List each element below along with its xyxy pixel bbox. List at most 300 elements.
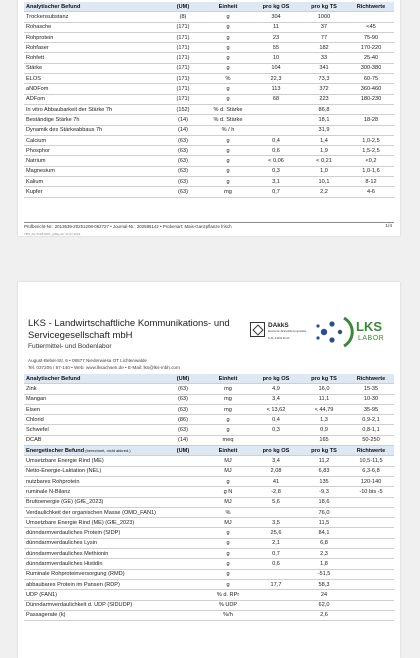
table-cell: mg <box>204 384 252 394</box>
table-cell: (63) <box>162 394 204 404</box>
table-cell: 23 <box>252 32 300 42</box>
dakks-emblem-icon <box>250 322 265 337</box>
table-cell <box>348 610 394 620</box>
table-cell: 11 <box>252 22 300 32</box>
table-cell: Kupfer <box>24 187 162 197</box>
table-cell: Rohprotein <box>24 32 162 42</box>
table-cell: dünndarmverdauliches Protein (SIDP) <box>24 528 162 538</box>
table-cell: 11,1 <box>300 394 348 404</box>
table-cell: dünndarmverdauliches Histidin <box>24 559 162 569</box>
table-cell <box>162 487 204 497</box>
table-cell: MJ <box>204 497 252 507</box>
table-cell: Mangan <box>24 394 162 404</box>
table-row <box>24 456 394 466</box>
table-cell <box>348 497 394 507</box>
table-cell: <0,2 <box>348 156 394 166</box>
table-row <box>24 94 394 104</box>
header-cell: Richtwerte <box>348 2 394 12</box>
analysis-table-page-1 <box>24 2 394 198</box>
table-row <box>24 166 394 176</box>
table-row <box>24 559 394 569</box>
table-cell: Kalium <box>24 177 162 187</box>
header-cell: Richtwerte <box>348 374 394 384</box>
table-cell <box>252 590 300 600</box>
table-cell: g <box>204 146 252 156</box>
table-cell: g <box>204 166 252 176</box>
table-cell: Stärke <box>24 63 162 73</box>
table-row <box>24 84 394 94</box>
table-cell: 360-460 <box>348 84 394 94</box>
table-cell: 15-35 <box>348 384 394 394</box>
table-cell: 3,4 <box>252 456 300 466</box>
table-cell: 170-220 <box>348 43 394 53</box>
table-row <box>24 74 394 84</box>
table-cell: 41 <box>252 476 300 486</box>
lks-logo-sub: LABOR <box>358 335 385 342</box>
laboratory-name: Futtermittel- und Bodenlabor <box>28 343 112 350</box>
table-cell: 1,8 <box>300 559 348 569</box>
table-cell: 6,3-6,8 <box>348 466 394 476</box>
table-row <box>24 394 394 404</box>
table-row <box>24 135 394 145</box>
table-cell <box>348 104 394 114</box>
table-cell: 135 <box>300 476 348 486</box>
table-cell: nutzbares Rohprotein <box>24 476 162 486</box>
table-cell <box>252 507 300 517</box>
table-cell: (171) <box>162 43 204 53</box>
table-cell: 104 <box>252 63 300 73</box>
table-cell: (63) <box>162 404 204 414</box>
table-cell <box>348 528 394 538</box>
table-cell: ruminale N-Bilanz <box>24 487 162 497</box>
table-cell: % <box>204 507 252 517</box>
table-cell: g <box>204 84 252 94</box>
table-row <box>24 507 394 517</box>
table-cell: 17,7 <box>252 579 300 589</box>
table-row <box>24 415 394 425</box>
table-cell: Natrium <box>24 156 162 166</box>
table-cell: (171) <box>162 84 204 94</box>
table-cell: (152) <box>162 104 204 114</box>
table-cell: 60-75 <box>348 74 394 84</box>
table-cell: 0,6 <box>252 146 300 156</box>
table-cell <box>162 497 204 507</box>
table-cell: (63) <box>162 135 204 145</box>
table-cell: 10 <box>252 53 300 63</box>
table-cell: 1,0 <box>300 166 348 176</box>
table-cell: g <box>204 63 252 73</box>
table-row <box>24 425 394 435</box>
table-cell <box>162 466 204 476</box>
table-cell: (171) <box>162 63 204 73</box>
table-cell: 76,0 <box>300 507 348 517</box>
header-cell: pro kg OS <box>252 446 300 456</box>
table-row <box>24 435 394 445</box>
table-cell: 120-140 <box>348 476 394 486</box>
table-cell: 50-250 <box>348 435 394 445</box>
table-cell: Eisen <box>24 404 162 414</box>
table-cell: % UDP <box>204 600 252 610</box>
table-cell: 84,1 <box>300 528 348 538</box>
table-cell: (171) <box>162 74 204 84</box>
table-cell: MJ <box>204 518 252 528</box>
table-row <box>24 476 394 486</box>
table-cell: 1,4 <box>300 135 348 145</box>
table-cell: abbaubares Protein im Pansen (RDP) <box>24 579 162 589</box>
table-cell <box>162 569 204 579</box>
lks-dots-icon <box>314 314 356 350</box>
table-row <box>24 63 394 73</box>
table-cell: 1,0-2,5 <box>348 135 394 145</box>
header-cell: Analytischer Befund <box>24 374 162 384</box>
table-cell: 0,9 <box>300 425 348 435</box>
table-cell <box>348 507 394 517</box>
table-cell: 372 <box>300 84 348 94</box>
table-cell: 18-28 <box>348 115 394 125</box>
table-row <box>24 177 394 187</box>
table-cell <box>162 456 204 466</box>
table-cell: dünndarmverdauliches Lysin <box>24 538 162 548</box>
table-cell: 1,3 <box>300 415 348 425</box>
table-cell: 2,3 <box>300 549 348 559</box>
table-row <box>24 579 394 589</box>
table-cell: 182 <box>300 43 348 53</box>
table-cell: (171) <box>162 53 204 63</box>
table-cell: ADFom <box>24 94 162 104</box>
header-cell: pro kg TS <box>300 2 348 12</box>
table-row <box>24 12 394 22</box>
table-cell: g <box>204 32 252 42</box>
table-cell: 0,4 <box>252 135 300 145</box>
table-cell: 223 <box>300 94 348 104</box>
table-header-row <box>24 374 394 384</box>
table-cell: (171) <box>162 22 204 32</box>
table-cell: 0,3 <box>252 166 300 176</box>
table-cell: Bruttoenergie (GE) (GfE_2023) <box>24 497 162 507</box>
form-id-print: TBS_SV-TOM-0001_gültig ab: 21.07.2023 <box>24 232 81 236</box>
table-cell: 11,5 <box>300 518 348 528</box>
table-cell <box>348 538 394 548</box>
table-cell: < 0,21 <box>300 156 348 166</box>
table-cell: 0,9-2,1 <box>348 415 394 425</box>
table-cell: 8-12 <box>348 177 394 187</box>
table-row <box>24 125 394 135</box>
table-cell: 68 <box>252 94 300 104</box>
table-cell: Dünndarmverdaulichkeit d. UDP (SIDUDP) <box>24 600 162 610</box>
table-cell: 180-230 <box>348 94 394 104</box>
table-cell: 0,3 <box>252 425 300 435</box>
header-cell: pro kg OS <box>252 374 300 384</box>
table-cell: 341 <box>300 63 348 73</box>
table-cell: 37 <box>300 22 348 32</box>
table-cell <box>252 125 300 135</box>
table-cell <box>252 115 300 125</box>
table-cell: 75-90 <box>348 32 394 42</box>
page-number: 1/4 <box>385 224 392 229</box>
table-cell: aNDFom <box>24 84 162 94</box>
header-cell: pro kg OS <box>252 2 300 12</box>
table-cell: 0,6 <box>252 559 300 569</box>
table-cell: Ruminale Rohproteinversorgung (RMD) <box>24 569 162 579</box>
table-cell: 1,9 <box>300 146 348 156</box>
table-cell: %/h <box>204 610 252 620</box>
table-cell: 2,1 <box>252 538 300 548</box>
dakks-accreditation-logo <box>250 322 312 342</box>
table-cell: 1,0-1,6 <box>348 166 394 176</box>
table-cell <box>348 569 394 579</box>
table-cell: (63) <box>162 187 204 197</box>
table-cell: % <box>204 74 252 84</box>
lks-logo-name: LKS <box>356 319 382 334</box>
table-cell: 25-40 <box>348 53 394 63</box>
table-cell: Magnesium <box>24 166 162 176</box>
table-cell: 6,83 <box>300 466 348 476</box>
table-cell: 77 <box>300 32 348 42</box>
table-cell: g <box>204 43 252 53</box>
table-cell: 304 <box>252 12 300 22</box>
table-row <box>24 528 394 538</box>
table-cell: 10,5-11,5 <box>348 456 394 466</box>
table-cell: Dynamik des Stärkeabbaus 7h <box>24 125 162 135</box>
table-cell <box>162 559 204 569</box>
analysis-table-page-2 <box>24 374 394 621</box>
table-row <box>24 115 394 125</box>
table-row <box>24 43 394 53</box>
table-cell <box>348 590 394 600</box>
table-cell <box>162 518 204 528</box>
address-line-2: Tel. 037206 / 87-140 • Web: www.lksachsen.de • E-Mail: lks@lks-mbh.com <box>28 365 180 370</box>
table-cell: meq <box>204 435 252 445</box>
table-cell: ELOS <box>24 74 162 84</box>
table-cell: Umsetzbare Energie Rind (ME) <box>24 456 162 466</box>
table-cell: g <box>204 538 252 548</box>
table-cell <box>252 610 300 620</box>
table-cell <box>348 12 394 22</box>
table-cell: mg <box>204 187 252 197</box>
table-cell: (171) <box>162 94 204 104</box>
table-cell: g <box>204 135 252 145</box>
table-header-row <box>24 2 394 12</box>
table-cell: g <box>204 53 252 63</box>
table-cell: (63) <box>162 425 204 435</box>
table-cell: Verdaulichkeit der organischen Masse (OMD_FAN1) <box>24 507 162 517</box>
table-row <box>24 549 394 559</box>
table-cell: g <box>204 12 252 22</box>
table-cell: 16,0 <box>300 384 348 394</box>
table-cell: 0,7 <box>252 549 300 559</box>
table-row <box>24 569 394 579</box>
footer-divider <box>24 222 394 223</box>
table-row <box>24 538 394 548</box>
table-row <box>24 22 394 32</box>
table-cell <box>162 590 204 600</box>
table-cell: -51,5 <box>300 569 348 579</box>
table-cell: g <box>204 22 252 32</box>
dakks-registration: D-PL-14433-01-00 <box>268 337 290 340</box>
header-cell: Einheit <box>204 446 252 456</box>
table-cell: g N <box>204 487 252 497</box>
table-cell: In vitro Abbaubarkeit der Stärke 7h <box>24 104 162 114</box>
table-cell: 18,1 <box>300 115 348 125</box>
table-cell <box>348 549 394 559</box>
table-cell: Rohfaser <box>24 43 162 53</box>
table-cell: g <box>204 94 252 104</box>
table-row <box>24 146 394 156</box>
table-cell <box>252 600 300 610</box>
table-cell: (63) <box>162 177 204 187</box>
table-cell: g <box>204 559 252 569</box>
table-cell: 5,6 <box>252 497 300 507</box>
table-cell: 86,8 <box>300 104 348 114</box>
table-cell: mg <box>204 404 252 414</box>
table-cell: g <box>204 528 252 538</box>
table-cell: 33 <box>300 53 348 63</box>
header-cell: Richtwerte <box>348 446 394 456</box>
table-cell: -9,3 <box>300 487 348 497</box>
table-cell: Phosphor <box>24 146 162 156</box>
table-cell: Umsetzbare Energie Rind (ME) (GfE_2023) <box>24 518 162 528</box>
header-note: (berechnet, nicht akkred.) <box>84 447 131 453</box>
table-cell: 0,8-1,1 <box>348 425 394 435</box>
table-cell: 1,5-2,5 <box>348 146 394 156</box>
table-cell: 3,5 <box>252 518 300 528</box>
report-page-2 <box>18 282 400 658</box>
table-cell: 25,6 <box>252 528 300 538</box>
table-row <box>24 156 394 166</box>
table-cell: -2,8 <box>252 487 300 497</box>
table-cell: g <box>204 549 252 559</box>
table-cell: (8) <box>162 12 204 22</box>
table-row <box>24 600 394 610</box>
table-cell: Zink <box>24 384 162 394</box>
table-cell <box>252 104 300 114</box>
header-cell: (UM) <box>162 374 204 384</box>
table-cell <box>348 518 394 528</box>
table-row <box>24 187 394 197</box>
table-cell: 4,9 <box>252 384 300 394</box>
table-cell <box>162 549 204 559</box>
table-cell: g <box>204 177 252 187</box>
table-cell: 2,08 <box>252 466 300 476</box>
table-cell: Chlorid <box>24 415 162 425</box>
table-cell: -10 bis -5 <box>348 487 394 497</box>
table-cell: 165 <box>300 435 348 445</box>
table-cell: 300-380 <box>348 63 394 73</box>
table-cell: 113 <box>252 84 300 94</box>
header-cell: Energetischer Befund (berechnet, nicht akkred.) <box>24 446 162 456</box>
table-row <box>24 404 394 414</box>
table-row <box>24 497 394 507</box>
table-cell <box>162 507 204 517</box>
table-cell: Beständige Stärke 7h <box>24 115 162 125</box>
table-cell: Calcium <box>24 135 162 145</box>
table-cell: UDP (FAN1) <box>24 590 162 600</box>
table-cell: 31,9 <box>300 125 348 135</box>
table-cell: 10,1 <box>300 177 348 187</box>
table-cell <box>348 600 394 610</box>
table-cell: % d. Stärke <box>204 115 252 125</box>
header-cell: (UM) <box>162 2 204 12</box>
address-line-1: August-Bebel-Str. 6 • 09577 Niederwiesa OT Lichtenwalde <box>28 358 147 363</box>
header-cell: Analytischer Befund <box>24 2 162 12</box>
table-cell: 0,7 <box>252 187 300 197</box>
table-cell: 6,8 <box>300 538 348 548</box>
table-cell <box>252 569 300 579</box>
table-cell: 58,3 <box>300 579 348 589</box>
header-cell: Einheit <box>204 374 252 384</box>
table-cell: % d. RPr <box>204 590 252 600</box>
report-footer: Prüfbericht-Nr.: 2013539-20251208-062727 • Journal-Nr.: 202586142 • Probenart: Mais-Ganzpflanze frisch <box>24 224 232 229</box>
table-cell <box>162 600 204 610</box>
table-cell <box>348 559 394 569</box>
report-page-1 <box>18 0 400 236</box>
table-cell <box>162 610 204 620</box>
table-cell: (86) <box>162 415 204 425</box>
table-cell: 35-95 <box>348 404 394 414</box>
lks-labor-logo <box>314 314 396 350</box>
table-cell: g <box>204 156 252 166</box>
table-row <box>24 518 394 528</box>
table-cell: <45 <box>348 22 394 32</box>
table-row <box>24 590 394 600</box>
table-cell: (63) <box>162 146 204 156</box>
table-cell: < 13,62 <box>252 404 300 414</box>
table-cell: Trockensubstanz <box>24 12 162 22</box>
table-cell: 22,3 <box>252 74 300 84</box>
table-row <box>24 487 394 497</box>
table-cell: (63) <box>162 166 204 176</box>
table-cell: g <box>204 415 252 425</box>
table-row <box>24 384 394 394</box>
table-cell: MJ <box>204 456 252 466</box>
table-cell <box>162 579 204 589</box>
table-cell: (14) <box>162 435 204 445</box>
table-row <box>24 32 394 42</box>
table-cell: g <box>204 425 252 435</box>
table-cell: 4-6 <box>348 187 394 197</box>
table-cell: dünndarmverdauliches Methionin <box>24 549 162 559</box>
table-cell: 55 <box>252 43 300 53</box>
table-cell: (63) <box>162 384 204 394</box>
table-cell: (14) <box>162 125 204 135</box>
table-cell: Passagerate (k) <box>24 610 162 620</box>
table-cell: 11,2 <box>300 456 348 466</box>
table-cell: 73,3 <box>300 74 348 84</box>
table-cell: DCAB <box>24 435 162 445</box>
table-cell: 18,6 <box>300 497 348 507</box>
table-cell: g <box>204 569 252 579</box>
header-cell: pro kg TS <box>300 446 348 456</box>
table-cell: % / h <box>204 125 252 135</box>
table-cell: 1000 <box>300 12 348 22</box>
dakks-subtitle: Deutsche Akkreditierungsstelle <box>268 329 307 333</box>
table-row <box>24 466 394 476</box>
table-cell: 2,2 <box>300 187 348 197</box>
table-row <box>24 610 394 620</box>
table-cell: (14) <box>162 115 204 125</box>
organization-name: LKS - Landwirtschaftliche Kommunikations- und Servicegesellschaft mbH <box>28 318 230 341</box>
header-cell: (UM) <box>162 446 204 456</box>
table-cell: 0,4 <box>252 415 300 425</box>
table-cell <box>162 538 204 548</box>
dakks-name: DAkkS <box>268 322 289 329</box>
table-cell: MJ <box>204 466 252 476</box>
table-cell <box>348 579 394 589</box>
table-cell: (171) <box>162 32 204 42</box>
table-row <box>24 53 394 63</box>
table-cell: 2,6 <box>300 610 348 620</box>
table-cell: g <box>204 476 252 486</box>
